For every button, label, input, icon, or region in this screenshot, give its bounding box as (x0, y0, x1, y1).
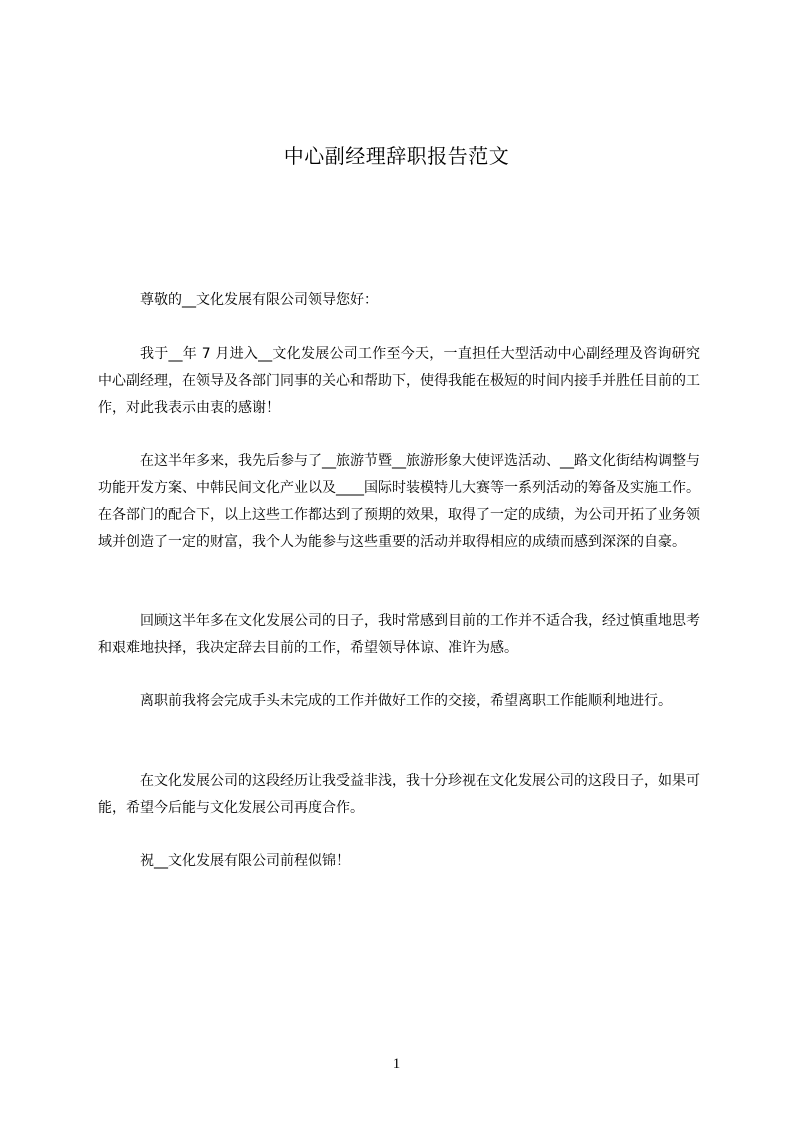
paragraph-achievements: 在这半年多来，我先后参与了__旅游节暨__旅游形象大使评选活动、__路文化街结构调整与功能开发方案、中韩民间文化产业以及____国际时装模特儿大赛等一系列活动的筹备及实施工作。在各部门的配合下，以上这些工作都达到了预期的效果，取得了一定的成绩，为公司开拓了业务领域并创造了一定的财富，我个人为能参与这些重要的活动并取得相应的成绩而感到深深的自豪。 (98, 453, 700, 550)
salutation: 尊敬的__文化发展有限公司领导您好： (140, 292, 378, 308)
paragraph-intro: 我于__年 7 月进入__文化发展公司工作至今天，一直担任大型活动中心副经理及咨询研究中心副经理，在领导及各部门同事的关心和帮助下，使得我能在极短的时间内接手并胜任目前的工作，对此我表示由衷的感谢！ (98, 346, 700, 416)
page-number: 1 (392, 1056, 401, 1072)
paragraph-reason: 回顾这半年多在文化发展公司的日子，我时常感到目前的工作并不适合我，经过慎重地思考和艰难地抉择，我决定辞去目前的工作，希望领导体谅、准许为感。 (98, 613, 700, 656)
paragraph-handover: 离职前我将会完成手头未完成的工作并做好工作的交接，希望离职工作能顺利地进行。 (140, 693, 672, 709)
closing-wish: 祝__文化发展有限公司前程似锦！ (140, 853, 350, 869)
document-title: 中心副经理辞职报告范文 (283, 144, 510, 168)
paragraph-gratitude: 在文化发展公司的这段经历让我受益非浅，我十分珍视在文化发展公司的这段日子，如果可能，希望今后能与文化发展公司再度合作。 (98, 773, 700, 816)
